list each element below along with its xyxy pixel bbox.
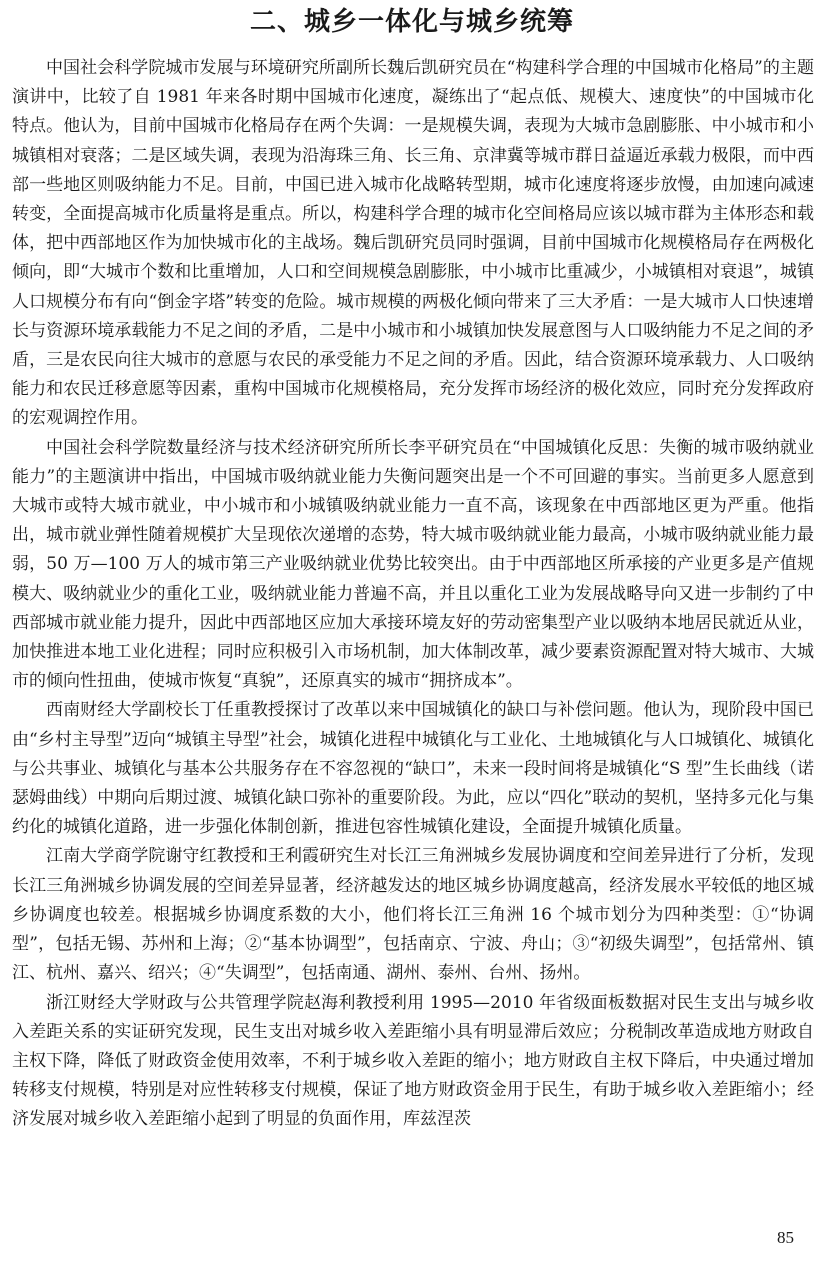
- paragraph-3: 西南财经大学副校长丁任重教授探讨了改革以来中国城镇化的缺口与补偿问题。他认为，现阶段中国已由“乡村主导型”迈向“城镇主导型”社会，城镇化进程中城镇化与工业化、土地城镇化与人口城镇化、城镇化与公共事业、城镇化与基本公共服务存在不容忽视的“缺口”，未来一段时间将是城镇化“S 型”生长曲线（诺瑟姆曲线）中期向后期过渡、城镇化缺口弥补的重要阶段。为此，应以“四化”联动的契机，坚持多元化与集约化的城镇化道路，进一步强化体制创新，推进包容性城镇化建设，全面提升城镇化质量。: [12, 700, 814, 838]
- body-text: [12, 54, 814, 1135]
- paragraph-4: 江南大学商学院谢守红教授和王利霞研究生对长江三角洲城乡发展协调度和空间差异进行了分析，发现长江三角洲城乡协调发展的空间差异显著，经济越发达的地区城乡协调度越高，经济发展水平较低的地区城乡协调度也较差。根据城乡协调度系数的大小，他们将长江三角洲 16 个城市划分为四种类型：①“协调型”，包括无锡、苏州和上海；②“基本协调型”，包括南京、宁波、舟山；③“初级失调型”，包括常州、镇江、杭州、嘉兴、绍兴；④“失调型”，包括南通、湖州、泰州、台州、扬州。: [12, 846, 814, 984]
- section-title: 二、城乡一体化与城乡统筹: [249, 7, 574, 37]
- paragraph-2: 中国社会科学院数量经济与技术经济研究所所长李平研究员在“中国城镇化反思：失衡的城市吸纳就业能力”的主题演讲中指出，中国城市吸纳就业能力失衡问题突出是一个不可回避的事实。当前更多人愿意到大城市或特大城市就业，中小城市和小城镇吸纳就业能力一直不高，该现象在中西部地区更为严重。他指出，城市就业弹性随着规模扩大呈现依次递增的态势，特大城市吸纳就业能力最高，小城市吸纳就业能力最弱，50 万—100 万人的城市第三产业吸纳就业优势比较突出。由于中西部地区所承接的产业更多是产值规模大、吸纳就业少的重化工业，吸纳就业能力普遍不高，并且以重化工业为发展战略导向又进一步制约了中西部城市就业能力提升，因此中西部地区应加大承接环境友好的劳动密集型产业以吸纳本地居民就近从业，加快推进本地工业化进程；同时应积极引入市场机制，加大体制改革，减少要素资源配置对特大城市、大城市的倾向性扭曲，使城市恢复“真貌”，还原真实的城市“拥挤成本”。: [12, 437, 814, 692]
- paragraph-1: 中国社会科学院城市发展与环境研究所副所长魏后凯研究员在“构建科学合理的中国城市化格局”的主题演讲中，比较了自 1981 年来各时期中国城市化速度，凝练出了“起点低、规模大、速度快”的中国城市化特点。他认为，目前中国城市化格局存在两个失调：一是规模失调，表现为大城市急剧膨胀、中小城市和小城镇相对衰落；二是区域失调，表现为沿海珠三角、长三角、京津冀等城市群日益逼近承载力极限，而中西部一些地区则吸纳能力不足。目前，中国已进入城市化战略转型期，城市化速度将逐步放慢，由加速向减速转变，全面提高城市化质量将是重点。所以，构建科学合理的城市化空间格局应该以城市群为主体形态和载体，把中西部地区作为加快城市化的主战场。魏后凯研究员同时强调，目前中国城市化规模格局存在两极化倾向，即“大城市个数和比重增加，人口和空间规模急剧膨胀，中小城市比重减少，小城镇相对衰退”，城镇人口规模分布有向“倒金字塔”转变的危险。城市规模的两极化倾向带来了三大矛盾：一是大城市人口快速增长与资源环境承载能力不足之间的矛盾，二是中小城市和小城镇加快发展意图与人口吸纳能力不足之间的矛盾，三是农民向往大城市的意愿与农民的承受能力不足之间的矛盾。因此，结合资源环境承载力、人口吸纳能力和农民迁移意愿等因素，重构中国城市化规模格局，充分发挥市场经济的极化效应，同时充分发挥政府的宏观调控作用。: [12, 58, 814, 429]
- paragraph-5: 浙江财经大学财政与公共管理学院赵海利教授利用 1995—2010 年省级面板数据对民生支出与城乡收入差距关系的实证研究发现，民生支出对城乡收入差距缩小具有明显滞后效应；分税制改革造成地方财政自主权下降，降低了财政资金使用效率，不利于城乡收入差距的缩小；地方财政自主权下降后，中央通过增加转移支付规模，特别是对应性转移支付规模，保证了地方财政资金用于民生，有助于城乡收入差距缩小；经济发展对城乡收入差距缩小起到了明显的负面作用，库兹涅茨: [12, 992, 814, 1130]
- page-number: 85: [777, 1228, 794, 1247]
